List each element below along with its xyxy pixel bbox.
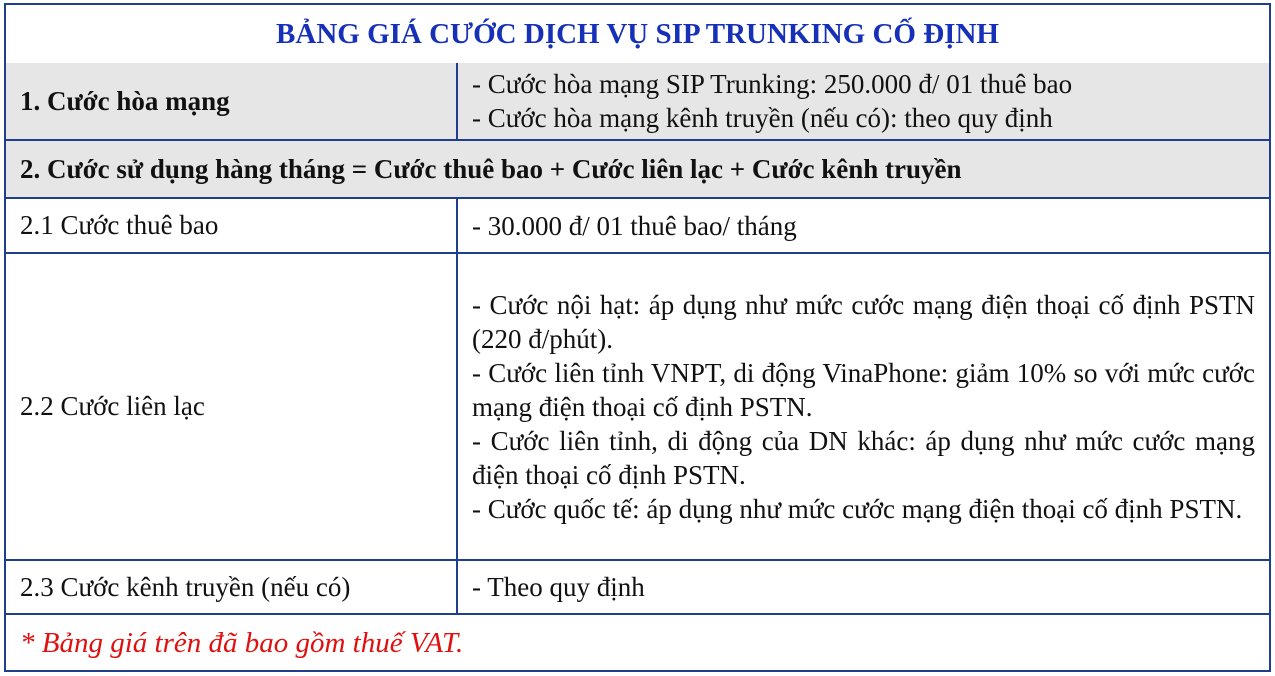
section-heading: 2. Cước sử dụng hàng tháng = Cước thuê bao + Cước liên lạc + Cước kênh truyền [20, 153, 962, 184]
price-table [4, 3, 1271, 672]
value-paragraph: - Cước nội hạt: áp dụng như mức cước mạng điện thoại cố định PSTN (220 đ/phút). [472, 289, 1255, 354]
row-connection-fee [6, 63, 1269, 141]
vat-note: * Bảng giá trên đã bao gồm thuế VAT. [20, 627, 464, 659]
row-monthly-usage-header [6, 141, 1269, 199]
value-paragraph: - Cước quốc tế: áp dụng như mức cước mạng điện thoại cố định PSTN. [472, 493, 1243, 524]
value-line: - Cước hòa mạng SIP Trunking: 250.000 đ/ 01 thuê bao [472, 69, 1073, 99]
row-label: 2.3 Cước kênh truyền (nếu có) [6, 561, 458, 613]
row-value: - 30.000 đ/ 01 thuê bao/ tháng [472, 210, 797, 241]
row-value [458, 254, 1269, 559]
value-paragraph: - Cước liên tỉnh, di động của DN khác: áp dụng như mức cước mạng điện thoại cố định PSTN. [472, 425, 1255, 490]
table-title: BẢNG GIÁ CƯỚC DỊCH VỤ SIP TRUNKING CỐ ĐỊNH [6, 5, 1269, 65]
row-label: 1. Cước hòa mạng [6, 63, 458, 139]
row-value: - Theo quy định [472, 572, 645, 602]
value-paragraph: - Cước liên tỉnh VNPT, di động VinaPhone: giảm 10% so với mức cước mạng điện thoại cố định PSTN. [472, 357, 1255, 422]
row-value [458, 63, 1269, 139]
value-line: - Cước hòa mạng kênh truyền (nếu có): theo quy định [472, 103, 1053, 133]
row-channel-fee [6, 561, 1269, 615]
row-label: 2.1 Cước thuê bao [6, 199, 458, 252]
row-label: 2.2 Cước liên lạc [6, 254, 458, 559]
row-call-charges [6, 254, 1269, 561]
row-subscription-fee [6, 199, 1269, 254]
